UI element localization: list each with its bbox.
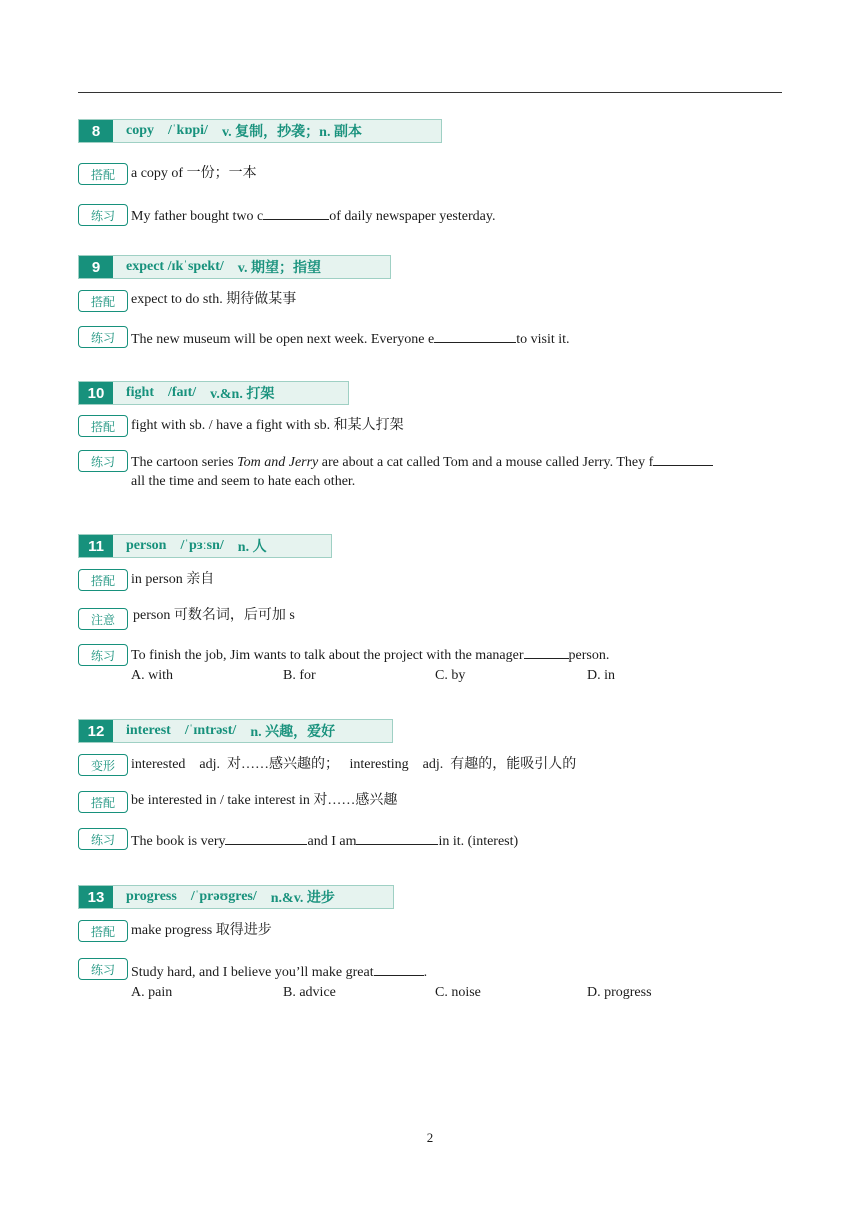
option-c[interactable]: C. by xyxy=(435,668,466,683)
practice-text: The cartoon series Tom and Jerry are about a cat called Tom and a mouse called Jerry. They f xyxy=(131,451,713,472)
answer-blank[interactable] xyxy=(653,451,713,466)
practice-text-line2: all the time and seem to hate each other. xyxy=(131,474,356,489)
top-rule xyxy=(78,92,782,93)
option-d[interactable]: D. in xyxy=(587,668,615,683)
headword: interest xyxy=(126,723,171,738)
practice-text: My father bought two c of daily newspaper yesterday. xyxy=(131,205,495,226)
practice-tag: 练习 xyxy=(78,450,128,472)
phonetic: /ˈprəʊgres/ xyxy=(190,889,257,904)
headword: copy xyxy=(126,123,154,138)
collocation-tag: 搭配 xyxy=(78,920,128,942)
word-header-13 xyxy=(78,885,394,909)
practice-text: To finish the job, Jim wants to talk about the project with the manager person. xyxy=(131,644,609,665)
practice-tag: 练习 xyxy=(78,326,128,348)
headword: person xyxy=(126,538,167,553)
option-a[interactable]: A. with xyxy=(131,668,173,683)
answer-blank-2[interactable] xyxy=(356,830,438,845)
headword: expect /ɪkˈspekt/ xyxy=(126,259,224,274)
item-number: 13 xyxy=(79,886,113,908)
word-header-9 xyxy=(78,255,391,279)
option-d[interactable]: D. progress xyxy=(587,985,652,1000)
collocation-tag: 搭配 xyxy=(78,415,128,437)
answer-blank[interactable] xyxy=(434,328,516,343)
variant-tag: 变形 xyxy=(78,754,128,776)
meaning: v.&n. 打架 xyxy=(210,387,275,402)
page-number: 2 xyxy=(426,1130,434,1145)
collocation-tag: 搭配 xyxy=(78,791,128,813)
headword: progress xyxy=(126,889,177,904)
phonetic: /ˈɪntrəst/ xyxy=(184,723,237,738)
option-a[interactable]: A. pain xyxy=(131,985,173,1000)
collocation-text: be interested in / take interest in 对……感兴趣 xyxy=(131,793,398,808)
collocation-tag: 搭配 xyxy=(78,569,128,591)
practice-text: The book is very and I am in it. (interest) xyxy=(131,830,518,851)
word-header-12 xyxy=(78,719,393,743)
meaning: n. 兴趣，爱好 xyxy=(250,725,336,740)
collocation-tag: 搭配 xyxy=(78,163,128,185)
meaning: v. 期望；指望 xyxy=(237,261,321,276)
word-header-11 xyxy=(78,534,332,558)
variant-text: interested adj. 对……感兴趣的； interesting adj. 有趣的，能吸引人的 xyxy=(131,757,577,772)
practice-text: The new museum will be open next week. Everyone e to visit it. xyxy=(131,328,570,349)
phonetic: /ˈpɜːsn/ xyxy=(180,538,224,553)
item-number: 12 xyxy=(79,720,113,742)
note-tag: 注意 xyxy=(78,608,128,630)
word-header-10 xyxy=(78,381,349,405)
headword: fight xyxy=(126,385,154,400)
item-number: 9 xyxy=(79,256,113,278)
item-number: 10 xyxy=(79,382,113,404)
collocation-text: a copy of 一份；一本 xyxy=(131,166,257,181)
collocation-text: fight with sb. / have a fight with sb. 和某人打架 xyxy=(131,418,404,433)
phonetic: /ˈkɒpi/ xyxy=(168,123,208,138)
answer-blank[interactable] xyxy=(374,961,424,976)
option-c[interactable]: C. noise xyxy=(435,985,481,1000)
practice-tag: 练习 xyxy=(78,204,128,226)
item-number: 8 xyxy=(79,120,113,142)
meaning: v. 复制，抄袭；n. 副本 xyxy=(221,125,362,140)
meaning: n.&v. 进步 xyxy=(270,891,335,906)
option-b[interactable]: B. advice xyxy=(283,985,336,1000)
option-b[interactable]: B. for xyxy=(283,668,316,683)
meaning: n. 人 xyxy=(237,540,267,555)
collocation-text: expect to do sth. 期待做某事 xyxy=(131,292,297,307)
answer-blank[interactable] xyxy=(263,205,329,220)
practice-text: Study hard, and I believe you’ll make great . xyxy=(131,961,427,982)
practice-tag: 练习 xyxy=(78,828,128,850)
collocation-tag: 搭配 xyxy=(78,290,128,312)
practice-tag: 练习 xyxy=(78,644,128,666)
collocation-text: make progress 取得进步 xyxy=(131,923,272,938)
practice-tag: 练习 xyxy=(78,958,128,980)
note-text: person 可数名词，后可加 s xyxy=(133,608,295,623)
answer-blank-1[interactable] xyxy=(225,830,307,845)
answer-blank[interactable] xyxy=(524,644,569,659)
phonetic: /faɪt/ xyxy=(168,385,197,400)
collocation-text: in person 亲自 xyxy=(131,572,215,587)
item-number: 11 xyxy=(79,535,113,557)
word-header-8 xyxy=(78,119,442,143)
